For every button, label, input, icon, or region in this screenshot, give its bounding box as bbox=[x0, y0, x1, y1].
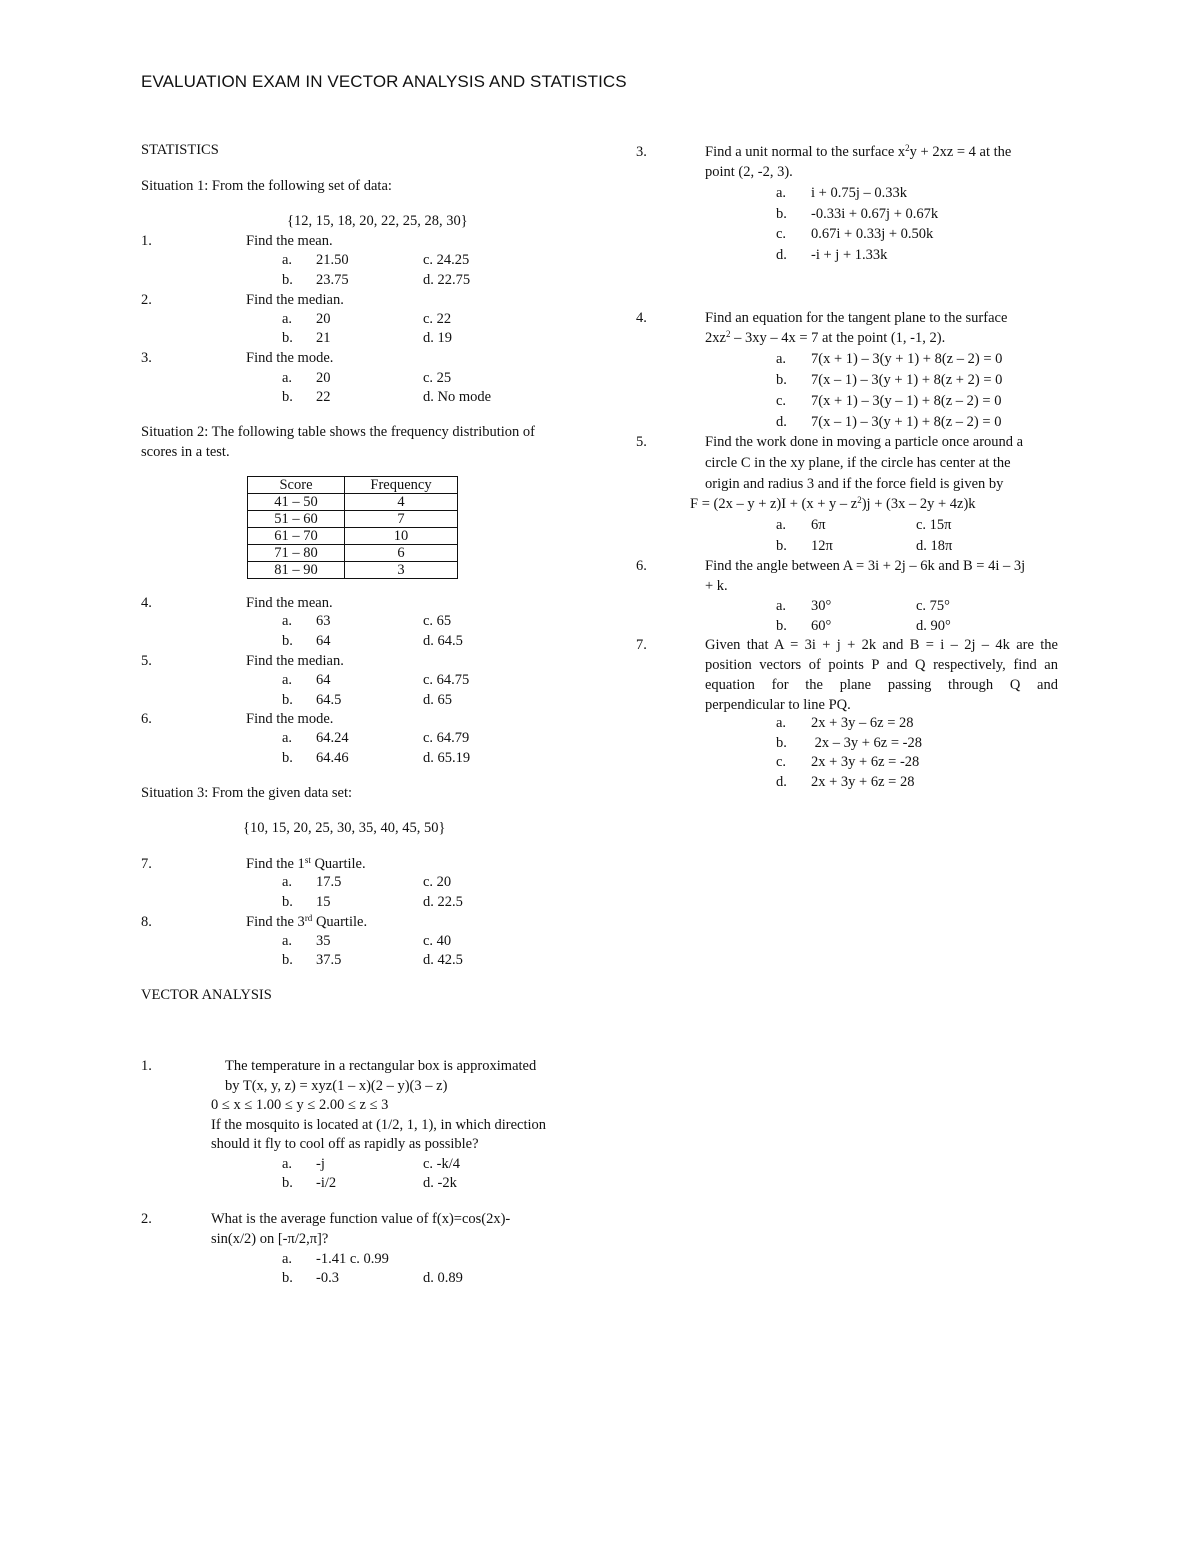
v-q1-line4: If the mosquito is located at (1/2, 1, 1), in which direction bbox=[211, 1117, 547, 1133]
v-q1-choice-b: -i/2 bbox=[316, 1175, 337, 1191]
s-q5-text: Find the median. bbox=[246, 653, 344, 669]
s-q5-choice-c: c. 64.75 bbox=[423, 672, 470, 688]
table-cell-frequency: 4 bbox=[345, 494, 458, 511]
s-q6-choice-a-letter: a. bbox=[282, 730, 293, 746]
s-q1-text: Find the mean. bbox=[246, 233, 333, 249]
v-q3-line1: Find a unit normal to the surface $x^2y + 2xz = 4$ at the bbox=[705, 143, 1012, 160]
table-row bbox=[248, 511, 458, 528]
situation3-intro: Situation 3: From the given data set: bbox=[141, 785, 353, 801]
situation2-intro-line2: scores in a test. bbox=[141, 444, 230, 460]
v-q2-choice-a-letter: a. bbox=[282, 1251, 293, 1267]
v-q2-choice-b-letter: b. bbox=[282, 1270, 293, 1286]
v-q5-number: 5. bbox=[636, 434, 647, 450]
s-q6-number: 6. bbox=[141, 711, 152, 727]
v-q2-choice-d: d. 0.89 bbox=[423, 1270, 463, 1286]
v-q4-choice-b-letter: b. bbox=[776, 372, 787, 388]
v-q1-line1: The temperature in a rectangular box is approximated bbox=[225, 1058, 537, 1074]
v-q7-line2: position vectors of points P and Q respectively, find an bbox=[705, 657, 1058, 673]
s-q5-choice-a: 64 bbox=[316, 672, 331, 688]
table-row bbox=[248, 545, 458, 562]
v-q7-choice-a: 2x + 3y – 6z = 28 bbox=[811, 715, 914, 731]
s-q1-choice-d: d. 22.75 bbox=[423, 272, 471, 288]
v-q6-choice-d: d. 90° bbox=[916, 618, 951, 634]
v-q3-choice-d-letter: d. bbox=[776, 247, 787, 263]
v-q7-line3: equation for the plane passing through Q and bbox=[705, 677, 1058, 693]
v-q6-choice-a: 30° bbox=[811, 598, 832, 614]
v-q4-choice-d-letter: d. bbox=[776, 414, 787, 430]
s-q8-choice-b: 37.5 bbox=[316, 952, 342, 968]
v-q1-line2: by T(x, y, z) = xyz(1 – x)(2 – y)(3 – z) bbox=[225, 1078, 448, 1094]
s-q4-choice-c: c. 65 bbox=[423, 613, 452, 629]
v-q5-line3: origin and radius 3 and if the force field is given by bbox=[705, 476, 1004, 492]
s-q7-choice-b: 15 bbox=[316, 894, 331, 910]
s-q8-choice-b-letter: b. bbox=[282, 952, 293, 968]
s-q6-choice-b-letter: b. bbox=[282, 750, 293, 766]
v-q3-number: 3. bbox=[636, 144, 647, 160]
s-q2-choice-b: 21 bbox=[316, 330, 331, 346]
table-cell-score: 61 – 70 bbox=[248, 528, 345, 545]
s-q3-text: Find the mode. bbox=[246, 350, 334, 366]
v-q3-choice-c: 0.67i + 0.33j + 0.50k bbox=[811, 226, 934, 242]
v-q1-choice-a-letter: a. bbox=[282, 1156, 293, 1172]
s-q8-choice-c: c. 40 bbox=[423, 933, 452, 949]
s-q8-choice-d: d. 42.5 bbox=[423, 952, 463, 968]
s-q6-choice-d: d. 65.19 bbox=[423, 750, 471, 766]
table-cell-frequency: 6 bbox=[345, 545, 458, 562]
v-q1-choice-b-letter: b. bbox=[282, 1175, 293, 1191]
table-header-row bbox=[248, 477, 458, 494]
v-q3-choice-b-letter: b. bbox=[776, 206, 787, 222]
v-q7-choice-c: 2x + 3y + 6z = -28 bbox=[811, 754, 920, 770]
s-q1-choice-a: 21.50 bbox=[316, 252, 349, 268]
v-q1-choice-d: d. -2k bbox=[423, 1175, 457, 1191]
v-q2-number: 2. bbox=[141, 1211, 152, 1227]
s-q4-choice-a: 63 bbox=[316, 613, 331, 629]
table-cell-score: 41 – 50 bbox=[248, 494, 345, 511]
s-q3-number: 3. bbox=[141, 350, 152, 366]
v-q5-choice-a-letter: a. bbox=[776, 517, 787, 533]
s-q8-number: 8. bbox=[141, 914, 152, 930]
s-q5-choice-a-letter: a. bbox=[282, 672, 293, 688]
v-q7-choice-c-letter: c. bbox=[776, 754, 787, 770]
s-q2-choice-b-letter: b. bbox=[282, 330, 293, 346]
s-q2-number: 2. bbox=[141, 292, 152, 308]
s-q1-choice-c: c. 24.25 bbox=[423, 252, 470, 268]
s-q6-choice-b: 64.46 bbox=[316, 750, 349, 766]
v-q2-line2: sin(x/2) on [-π/2,π]? bbox=[211, 1231, 329, 1247]
v-q7-choice-d-letter: d. bbox=[776, 774, 787, 790]
v-q5-line2: circle C in the xy plane, if the circle has center at the bbox=[705, 455, 1011, 471]
v-q7-line4: perpendicular to line PQ. bbox=[705, 697, 851, 713]
s-q7-choice-c: c. 20 bbox=[423, 874, 452, 890]
v-q4-choice-d: 7(x – 1) – 3(y + 1) + 8(z – 2) = 0 bbox=[811, 414, 1002, 430]
v-q2-choice-b: -0.3 bbox=[316, 1270, 339, 1286]
table-row bbox=[248, 494, 458, 511]
v-q7-choice-b: 2x – 3y + 6z = -28 bbox=[811, 735, 922, 751]
s-q7-choice-a-letter: a. bbox=[282, 874, 293, 890]
v-q1-number: 1. bbox=[141, 1058, 152, 1074]
s-q3-choice-b: 22 bbox=[316, 389, 331, 405]
v-q5-choice-c: c. 15π bbox=[916, 517, 952, 533]
s-q8-choice-a-letter: a. bbox=[282, 933, 293, 949]
s-q5-number: 5. bbox=[141, 653, 152, 669]
s-q7-number: 7. bbox=[141, 856, 152, 872]
situation1-data-set: {12, 15, 18, 20, 22, 25, 28, 30} bbox=[287, 213, 468, 229]
v-q3-choice-b: -0.33i + 0.67j + 0.67k bbox=[811, 206, 939, 222]
v-q4-choice-b: 7(x – 1) – 3(y + 1) + 8(z + 2) = 0 bbox=[811, 372, 1003, 388]
s-q7-choice-b-letter: b. bbox=[282, 894, 293, 910]
s-q2-choice-a-letter: a. bbox=[282, 311, 293, 327]
s-q5-choice-b-letter: b. bbox=[282, 692, 293, 708]
v-q4-choice-c-letter: c. bbox=[776, 393, 787, 409]
s-q3-choice-a: 20 bbox=[316, 370, 331, 386]
s-q2-text: Find the median. bbox=[246, 292, 344, 308]
v-q1-choice-c: c. -k/4 bbox=[423, 1156, 461, 1172]
table-header-score: Score bbox=[248, 477, 345, 494]
v-q4-choice-a: 7(x + 1) – 3(y + 1) + 8(z – 2) = 0 bbox=[811, 351, 1003, 367]
v-q6-line1: Find the angle between A = 3i + 2j – 6k and B = 4i – 3j bbox=[705, 558, 1026, 574]
v-q7-choice-b-letter: b. bbox=[776, 735, 787, 751]
s-q6-choice-c: c. 64.79 bbox=[423, 730, 470, 746]
v-q4-number: 4. bbox=[636, 310, 647, 326]
v-q6-number: 6. bbox=[636, 558, 647, 574]
v-q2-line1: What is the average function value of f(x)=cos(2x)- bbox=[211, 1211, 511, 1227]
situation2-intro-line1: Situation 2: The following table shows the frequency distribution of bbox=[141, 424, 535, 440]
vector-analysis-heading: VECTOR ANALYSIS bbox=[141, 987, 272, 1003]
v-q6-line2: + k. bbox=[705, 578, 728, 594]
table-header-frequency: Frequency bbox=[345, 477, 458, 494]
s-q4-choice-d: d. 64.5 bbox=[423, 633, 463, 649]
s-q4-choice-b-letter: b. bbox=[282, 633, 293, 649]
v-q5-choice-d: d. 18π bbox=[916, 538, 953, 554]
s-q1-choice-b-letter: b. bbox=[282, 272, 293, 288]
v-q4-choice-a-letter: a. bbox=[776, 351, 787, 367]
v-q1-line5: should it fly to cool off as rapidly as possible? bbox=[211, 1136, 479, 1152]
s-q2-choice-c: c. 22 bbox=[423, 311, 452, 327]
s-q3-choice-d: d. No mode bbox=[423, 389, 492, 405]
v-q1-choice-a: -j bbox=[316, 1156, 325, 1172]
table-cell-frequency: 3 bbox=[345, 562, 458, 579]
v-q7-number: 7. bbox=[636, 637, 647, 653]
s-q4-choice-a-letter: a. bbox=[282, 613, 293, 629]
s-q4-number: 4. bbox=[141, 595, 152, 611]
situation1-intro: Situation 1: From the following set of data: bbox=[141, 178, 392, 194]
s-q7-text: Find the 1st Quartile. bbox=[246, 855, 366, 872]
v-q4-choice-c: 7(x + 1) – 3(y – 1) + 8(z – 2) = 0 bbox=[811, 393, 1002, 409]
table-cell-frequency: 10 bbox=[345, 528, 458, 545]
s-q8-choice-a: 35 bbox=[316, 933, 331, 949]
s-q8-text: Find the 3rd Quartile. bbox=[246, 913, 368, 930]
v-q4-line1: Find an equation for the tangent plane to the surface bbox=[705, 310, 1008, 326]
table-cell-score: 81 – 90 bbox=[248, 562, 345, 579]
s-q2-choice-d: d. 19 bbox=[423, 330, 452, 346]
v-q5-line4: $F = (2x - y + z)I + (x + y - z^2)j + (3x - 2y + 4z)k$ bbox=[690, 495, 976, 512]
statistics-heading: STATISTICS bbox=[141, 142, 219, 158]
v-q3-choice-a: i + 0.75j – 0.33k bbox=[811, 185, 907, 201]
v-q5-choice-b: 12π bbox=[811, 538, 833, 554]
v-q5-choice-b-letter: b. bbox=[776, 538, 787, 554]
v-q6-choice-c: c. 75° bbox=[916, 598, 950, 614]
table-row bbox=[248, 562, 458, 579]
s-q1-number: 1. bbox=[141, 233, 152, 249]
v-q7-choice-a-letter: a. bbox=[776, 715, 787, 731]
table-cell-frequency: 7 bbox=[345, 511, 458, 528]
v-q3-choice-c-letter: c. bbox=[776, 226, 787, 242]
v-q3-line2: point (2, -2, 3). bbox=[705, 164, 793, 180]
s-q1-choice-a-letter: a. bbox=[282, 252, 293, 268]
v-q6-choice-b-letter: b. bbox=[776, 618, 787, 634]
v-q3-choice-a-letter: a. bbox=[776, 185, 787, 201]
s-q6-text: Find the mode. bbox=[246, 711, 334, 727]
v-q6-choice-b: 60° bbox=[811, 618, 832, 634]
v-q5-choice-a: 6π bbox=[811, 517, 826, 533]
v-q5-line1: Find the work done in moving a particle once around a bbox=[705, 434, 1024, 450]
v-q2-choice-a: -1.41 c. 0.99 bbox=[316, 1251, 389, 1267]
s-q4-text: Find the mean. bbox=[246, 595, 333, 611]
v-q4-line2: $2xz^2 - 3xy - 4x = 7$ at the point (1, -1, 2). bbox=[705, 329, 946, 346]
v-q1-line3: 0 ≤ x ≤ 1.00 ≤ y ≤ 2.00 ≤ z ≤ 3 bbox=[211, 1097, 389, 1113]
s-q3-choice-a-letter: a. bbox=[282, 370, 293, 386]
s-q5-choice-b: 64.5 bbox=[316, 692, 342, 708]
v-q3-choice-d: -i + j + 1.33k bbox=[811, 247, 888, 263]
s-q7-choice-d: d. 22.5 bbox=[423, 894, 463, 910]
s-q4-choice-b: 64 bbox=[316, 633, 331, 649]
exam-title: EVALUATION EXAM IN VECTOR ANALYSIS AND STATISTICS bbox=[141, 72, 627, 91]
v-q7-choice-d: 2x + 3y + 6z = 28 bbox=[811, 774, 915, 790]
s-q5-choice-d: d. 65 bbox=[423, 692, 452, 708]
table-row bbox=[248, 528, 458, 545]
situation3-data-set: {10, 15, 20, 25, 30, 35, 40, 45, 50} bbox=[243, 820, 446, 836]
s-q3-choice-c: c. 25 bbox=[423, 370, 452, 386]
v-q6-choice-a-letter: a. bbox=[776, 598, 787, 614]
table-cell-score: 71 – 80 bbox=[248, 545, 345, 562]
v-q7-line1: Given that A = 3i + j + 2k and B = i – 2j – 4k are the bbox=[705, 637, 1058, 653]
s-q3-choice-b-letter: b. bbox=[282, 389, 293, 405]
table-cell-score: 51 – 60 bbox=[248, 511, 345, 528]
frequency-table bbox=[247, 476, 458, 579]
s-q2-choice-a: 20 bbox=[316, 311, 331, 327]
s-q6-choice-a: 64.24 bbox=[316, 730, 349, 746]
s-q1-choice-b: 23.75 bbox=[316, 272, 349, 288]
s-q7-choice-a: 17.5 bbox=[316, 874, 342, 890]
